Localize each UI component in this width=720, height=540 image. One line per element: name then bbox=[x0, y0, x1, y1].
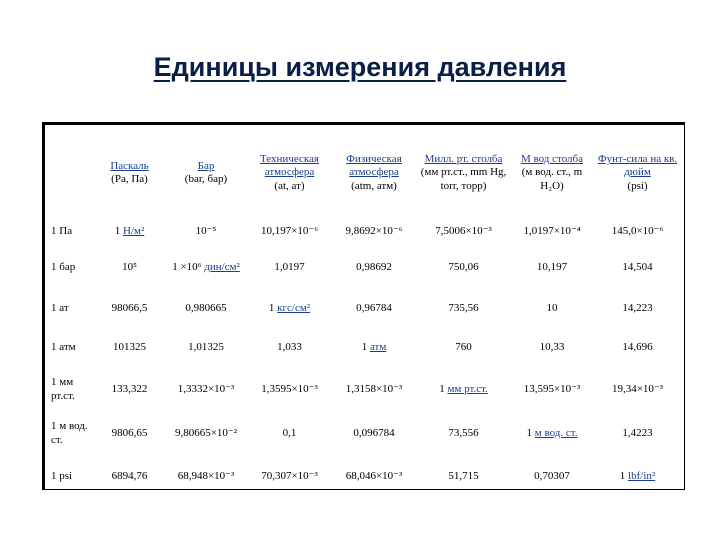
cell-value: 133,322 bbox=[111, 382, 148, 395]
table-cell bbox=[93, 408, 166, 459]
table-cell bbox=[512, 371, 592, 408]
unit-code: (м вод. ст., m H₂O) bbox=[521, 166, 583, 192]
unit-name-link[interactable]: Паскаль bbox=[110, 159, 149, 172]
cell-value: 1 bbox=[619, 469, 629, 482]
cell-value: 1 bbox=[114, 225, 123, 238]
table-cell bbox=[333, 293, 415, 325]
cell-value: 10,33 bbox=[539, 341, 565, 354]
cell-value: 98066,5 bbox=[111, 302, 148, 315]
cell-value: 51,715 bbox=[448, 469, 479, 482]
table-cell bbox=[166, 371, 246, 408]
header-corner bbox=[45, 125, 93, 221]
table-cell bbox=[415, 325, 512, 371]
unit-code: (bar, бар) bbox=[184, 173, 228, 185]
table-row bbox=[45, 408, 683, 459]
cell-value: 1 bbox=[526, 426, 535, 439]
unit-name-link[interactable]: Техническая атмосфера bbox=[259, 153, 319, 179]
table-cell bbox=[93, 221, 166, 243]
table-cell bbox=[246, 459, 333, 494]
table-cell bbox=[512, 293, 592, 325]
header-cell bbox=[592, 125, 683, 221]
table-cell bbox=[246, 371, 333, 408]
header-cell bbox=[246, 125, 333, 221]
table-cell bbox=[246, 408, 333, 459]
row-label: 1 бар bbox=[51, 261, 76, 274]
unit-link[interactable]: lbf/in² bbox=[628, 469, 656, 482]
table-cell bbox=[415, 293, 512, 325]
cell-value: 1 ×10⁶ bbox=[172, 261, 205, 274]
cell-value: 1,3595×10⁻³ bbox=[261, 382, 318, 395]
table-cell bbox=[93, 325, 166, 371]
table-row bbox=[45, 371, 683, 408]
table-cell bbox=[592, 371, 683, 408]
cell-value: 10,197×10⁻⁶ bbox=[260, 225, 319, 238]
cell-value: 13,595×10⁻³ bbox=[523, 382, 581, 395]
table-cell bbox=[333, 325, 415, 371]
table-cell bbox=[166, 221, 246, 243]
cell-value: 68,948×10⁻³ bbox=[177, 469, 235, 482]
table-cell bbox=[333, 408, 415, 459]
cell-value: 10⁻⁵ bbox=[195, 225, 217, 238]
unit-link[interactable]: кгс/см² bbox=[277, 302, 311, 315]
slide-title bbox=[0, 52, 720, 83]
table-cell bbox=[166, 243, 246, 293]
table-cell bbox=[415, 459, 512, 494]
cell-value: 1 bbox=[439, 382, 448, 395]
cell-value: 6894,76 bbox=[111, 469, 148, 482]
cell-value: 9806,65 bbox=[111, 426, 148, 439]
table-cell bbox=[512, 459, 592, 494]
unit-link[interactable]: Н/м² bbox=[122, 225, 145, 238]
table-cell bbox=[592, 325, 683, 371]
cell-value: 19,34×10⁻³ bbox=[611, 382, 664, 395]
cell-value: 735,56 bbox=[448, 302, 479, 315]
table-cell bbox=[246, 221, 333, 243]
table-cell bbox=[415, 408, 512, 459]
cell-value: 1,033 bbox=[277, 341, 302, 354]
table-cell bbox=[93, 459, 166, 494]
cell-value: 14,223 bbox=[622, 302, 653, 315]
cell-value: 9,80665×10⁻² bbox=[174, 426, 238, 439]
unit-name-link[interactable]: М вод столба bbox=[520, 153, 584, 166]
unit-code: (psi) bbox=[627, 179, 648, 192]
cell-value: 10⁵ bbox=[122, 261, 137, 274]
cell-value: 0,96784 bbox=[356, 302, 392, 315]
row-label: 1 psi bbox=[51, 469, 73, 482]
cell-value: 1 bbox=[361, 341, 370, 354]
header-row bbox=[45, 125, 683, 221]
cell-value: 0,1 bbox=[282, 426, 297, 439]
cell-value: 750,06 bbox=[448, 261, 479, 274]
cell-value: 1,3332×10⁻³ bbox=[177, 382, 235, 395]
cell-value: 7,5006×10⁻³ bbox=[435, 225, 492, 238]
cell-value: 0,70307 bbox=[534, 469, 570, 482]
table-cell bbox=[512, 408, 592, 459]
table-row bbox=[45, 459, 683, 494]
table-row bbox=[45, 293, 683, 325]
table-cell bbox=[246, 293, 333, 325]
unit-code: (Pa, Па) bbox=[111, 173, 148, 185]
slide-title-text: Единицы измерения давления bbox=[153, 52, 567, 82]
header-cell bbox=[512, 125, 592, 221]
cell-value: 0,980665 bbox=[185, 302, 227, 315]
header-cell bbox=[333, 125, 415, 221]
cell-value: 1,0197 bbox=[274, 261, 305, 274]
row-label: 1 мм рт.ст. bbox=[51, 376, 75, 402]
table-cell bbox=[93, 243, 166, 293]
row-label: 1 Па bbox=[51, 225, 73, 238]
cell-value: 73,556 bbox=[448, 426, 479, 439]
unit-code: (мм рт.ст., mm Hg, torr, торр) bbox=[420, 166, 507, 192]
unit-name-link[interactable]: Фунт-сила на кв. дюйм bbox=[597, 153, 678, 179]
table-cell bbox=[166, 408, 246, 459]
table-cell bbox=[415, 243, 512, 293]
cell-value: 68,046×10⁻³ bbox=[345, 469, 403, 482]
table-cell bbox=[592, 293, 683, 325]
table-cell bbox=[333, 243, 415, 293]
table-row bbox=[45, 243, 683, 293]
row-label: 1 ат bbox=[51, 302, 69, 315]
cell-value: 1 bbox=[268, 302, 278, 315]
unit-code: (atm, атм) bbox=[351, 179, 397, 192]
table-cell bbox=[333, 459, 415, 494]
cell-value: 0,98692 bbox=[356, 261, 392, 274]
cell-value: 145,0×10⁻⁶ bbox=[611, 225, 664, 238]
unit-name-link[interactable]: Милл. рт. столба bbox=[424, 153, 503, 166]
unit-code: (at, ат) bbox=[274, 179, 305, 192]
table-cell bbox=[512, 221, 592, 243]
table-cell bbox=[166, 459, 246, 494]
cell-value: 10,197 bbox=[536, 261, 568, 274]
table-cell bbox=[592, 459, 683, 494]
table-cell bbox=[333, 371, 415, 408]
row-label: 1 м вод. ст. bbox=[51, 420, 88, 446]
cell-value: 14,696 bbox=[622, 341, 653, 354]
cell-value: 1,3158×10⁻³ bbox=[345, 382, 403, 395]
cell-value: 9,8692×10⁻⁶ bbox=[345, 225, 403, 238]
cell-value: 10 bbox=[546, 302, 558, 315]
cell-value: 1,01325 bbox=[188, 341, 224, 354]
table-cell bbox=[592, 221, 683, 243]
table-cell bbox=[415, 221, 512, 243]
table-cell bbox=[93, 371, 166, 408]
unit-name-link[interactable]: Бар bbox=[197, 159, 215, 172]
unit-link[interactable]: мм рт.ст. bbox=[447, 382, 488, 395]
table-cell bbox=[166, 293, 246, 325]
table-cell bbox=[333, 221, 415, 243]
table-cell bbox=[512, 243, 592, 293]
table-cell bbox=[512, 325, 592, 371]
cell-value: 760 bbox=[455, 341, 472, 354]
unit-link[interactable]: дин/см² bbox=[204, 261, 240, 274]
pressure-units-table bbox=[45, 125, 683, 494]
header-cell bbox=[93, 125, 166, 221]
table-cell bbox=[93, 293, 166, 325]
table-cell bbox=[166, 325, 246, 371]
unit-link[interactable]: м вод. ст. bbox=[534, 426, 578, 439]
table-cell bbox=[592, 243, 683, 293]
header-cell bbox=[166, 125, 246, 221]
cell-value: 70,307×10⁻³ bbox=[261, 469, 318, 482]
cell-value: 1,0197×10⁻⁴ bbox=[523, 225, 581, 238]
table-row bbox=[45, 221, 683, 243]
table-cell bbox=[246, 243, 333, 293]
cell-value: 14,504 bbox=[622, 261, 653, 274]
table-row bbox=[45, 325, 683, 371]
cell-value: 101325 bbox=[113, 341, 146, 354]
table-cell bbox=[246, 325, 333, 371]
cell-value: 0,096784 bbox=[353, 426, 395, 439]
header-cell bbox=[415, 125, 512, 221]
row-label: 1 атм bbox=[51, 341, 76, 354]
unit-link[interactable]: атм bbox=[369, 341, 387, 354]
cell-value: 1,4223 bbox=[622, 426, 653, 439]
table-cell bbox=[592, 408, 683, 459]
unit-name-link[interactable]: Физическая атмосфера bbox=[346, 153, 402, 179]
table-cell bbox=[415, 371, 512, 408]
